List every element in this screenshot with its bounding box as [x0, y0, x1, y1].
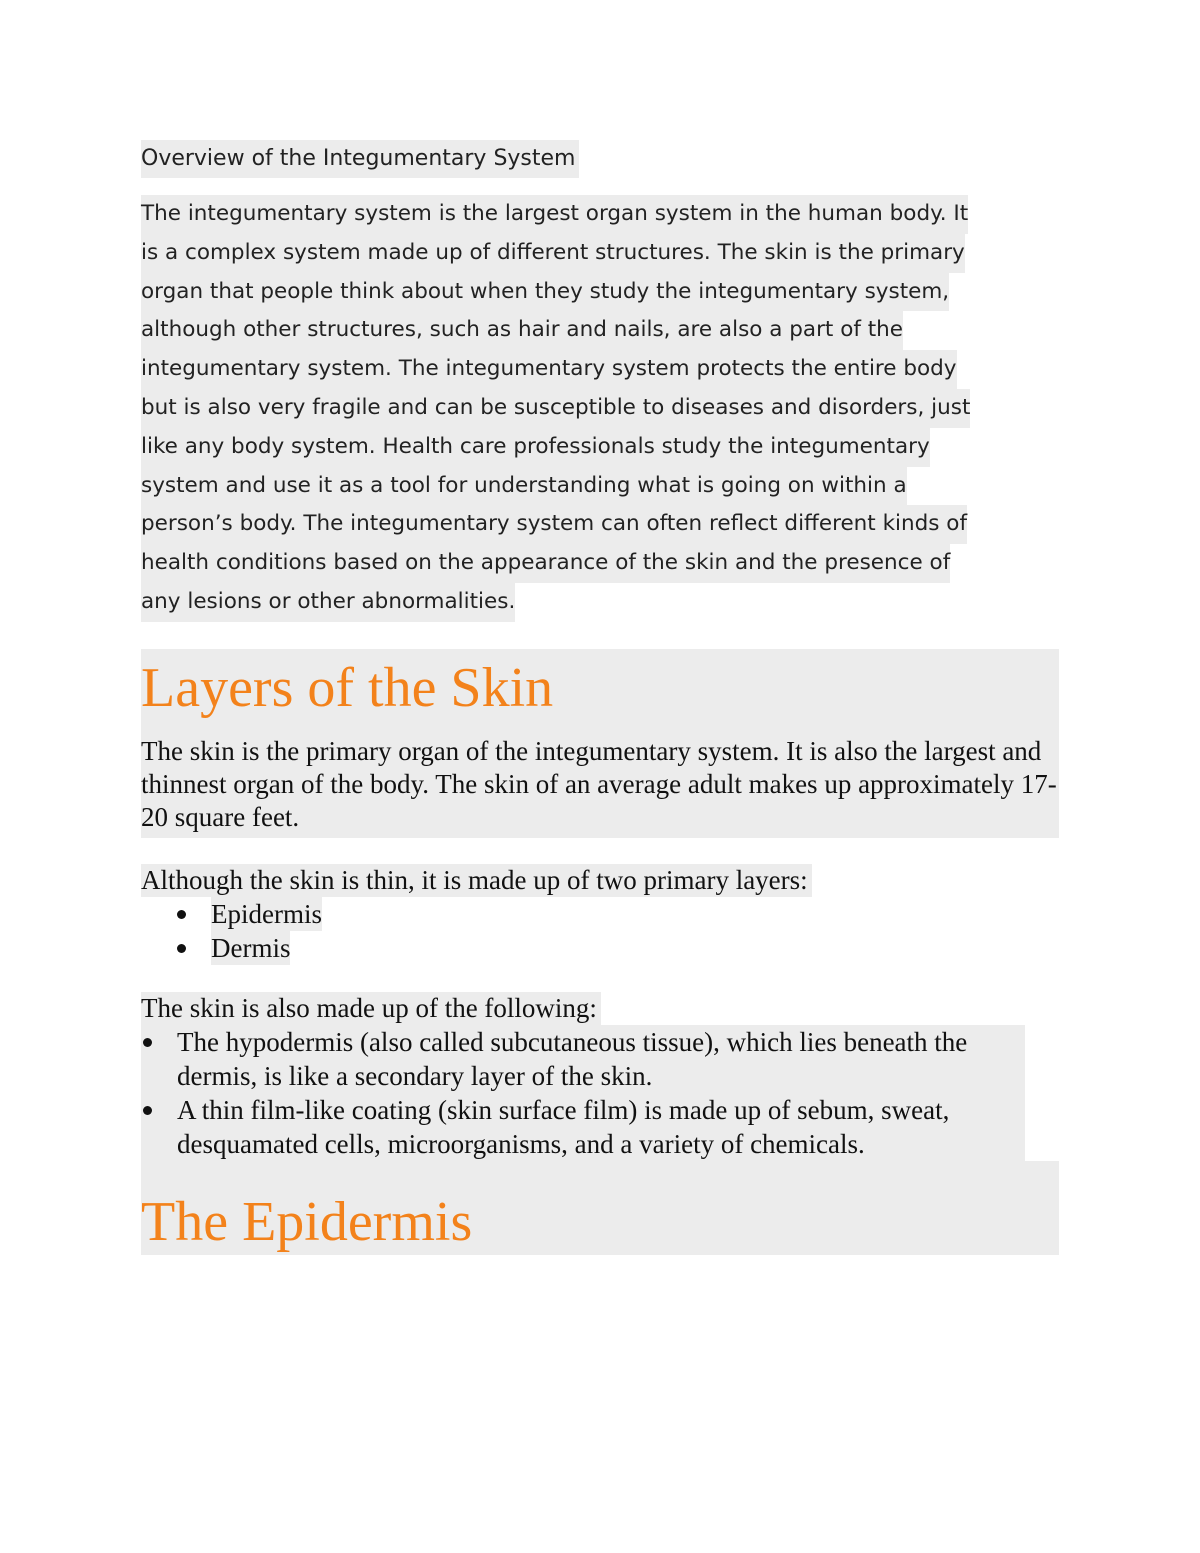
intro-line-text: but is also very fragile and can be susceptible to diseases and disorders, just — [141, 389, 970, 428]
intro-line-text: The integumentary system is the largest organ system in the human body. It — [141, 195, 968, 234]
intro-line — [141, 234, 1059, 273]
intro-line-text: any lesions or other abnormalities. — [141, 583, 515, 622]
also-intro-text: The skin is also made up of the following: — [141, 992, 601, 1025]
layers-list — [141, 897, 1059, 965]
list-item-text: Epidermis — [211, 898, 322, 929]
layers-intro — [141, 864, 1059, 897]
intro-line-text: person’s body. The integumentary system can often reflect different kinds of — [141, 505, 967, 544]
layers-paragraph: The skin is the primary organ of the integumentary system. It is also the largest and thinnest organ of the body. The skin of an average adult makes up approximately 17-20 square feet. — [141, 735, 1057, 832]
intro-line — [141, 583, 1059, 622]
intro-line-text: is a complex system made up of different structures. The skin is the primary — [141, 234, 965, 273]
list-item — [141, 931, 1059, 965]
intro-line-text: like any body system. Health care professionals study the integumentary — [141, 428, 930, 467]
intro-paragraph — [141, 195, 1059, 622]
list-item-text: A thin film-like coating (skin surface film) is made up of sebum, sweat, desquamated cells, microorganisms, and a variety of chemicals. — [177, 1094, 950, 1159]
list-item — [141, 897, 1059, 931]
intro-line — [141, 467, 1059, 506]
intro-line-text: organ that people think about when they study the integumentary system, — [141, 273, 949, 312]
intro-line — [141, 195, 1059, 234]
intro-line — [141, 505, 1059, 544]
intro-line — [141, 544, 1059, 583]
bullet-icon — [143, 1106, 152, 1115]
list-item-text: Dermis — [211, 932, 291, 963]
intro-line-text: integumentary system. The integumentary system protects the entire body — [141, 350, 957, 389]
document-page — [141, 140, 1059, 1255]
intro-line — [141, 311, 1059, 350]
bullet-icon — [143, 1038, 152, 1047]
list-item — [141, 1093, 1025, 1161]
also-list — [141, 1025, 1025, 1161]
intro-line-text: system and use it as a tool for understanding what is going on within a — [141, 467, 907, 506]
bullet-icon — [177, 910, 186, 919]
heading-the-epidermis: The Epidermis — [141, 1161, 1059, 1255]
layers-paragraph-block — [141, 725, 1059, 838]
intro-line — [141, 350, 1059, 389]
intro-line-text: although other structures, such as hair and nails, are also a part of the — [141, 311, 903, 350]
list-item — [141, 1025, 1025, 1093]
list-item-text: The hypodermis (also called subcutaneous tissue), which lies beneath the dermis, is like a secondary layer of the skin. — [177, 1026, 968, 1091]
intro-line — [141, 389, 1059, 428]
intro-line — [141, 273, 1059, 312]
bullet-icon — [177, 944, 186, 953]
intro-line-text: health conditions based on the appearance of the skin and the presence of — [141, 544, 950, 583]
layers-intro-text: Although the skin is thin, it is made up of two primary layers: — [141, 864, 812, 897]
intro-line — [141, 428, 1059, 467]
also-intro — [141, 992, 1059, 1025]
document-title: Overview of the Integumentary System — [141, 140, 579, 178]
heading-layers-of-the-skin: Layers of the Skin — [141, 649, 1059, 725]
